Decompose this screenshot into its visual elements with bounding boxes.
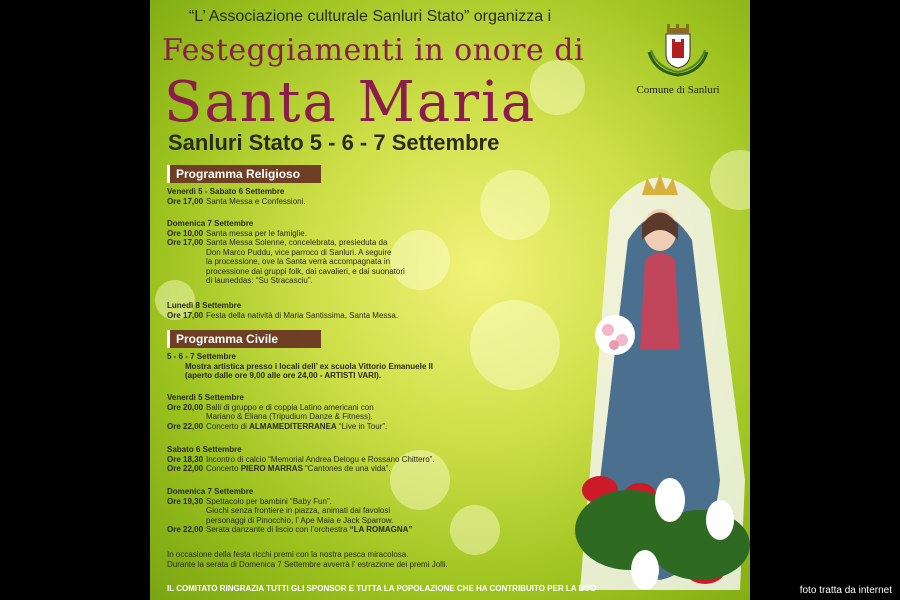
event-time: Ore 19,30 [167, 496, 204, 506]
event-text-line: Balli di gruppo e di coppia Latino americani con [206, 402, 374, 412]
note-line: In occasione della festa ricchi premi con la nostra pesca miracolosa. [167, 550, 409, 559]
event-row [167, 238, 405, 286]
performer-name: ALMAMEDITERRANEA [249, 421, 337, 431]
event-text-block [206, 403, 374, 422]
event-text-block [206, 238, 405, 286]
event-text-part: Serata danzante di liscio con l’orchestra [206, 525, 350, 534]
performer-name: “LA ROMAGNA” [349, 525, 413, 534]
event-row [167, 403, 387, 422]
event-text-part: Concerto [206, 464, 241, 473]
section-programma-civile: Programma Civile [167, 330, 321, 348]
event-text-line: personaggi di Pinocchio, l’ Ape Maia e Jack Sparrow. [206, 515, 394, 525]
comune-crest-icon [643, 22, 713, 77]
event-time: Ore 22,00 [167, 525, 204, 534]
organizer-intro: “L’ Associazione culturale Sanluri Stato” organizza i [188, 8, 552, 25]
event-time: Ore 17,00 [167, 238, 204, 247]
event-text-part: Concerto di [206, 421, 250, 431]
section-programma-religioso: Programma Religioso [167, 165, 321, 183]
event-text-line: Spettacolo per bambini “Baby Fun”. [206, 496, 332, 506]
event-time: Ore 17,00 [167, 310, 204, 320]
event-text [206, 422, 387, 432]
event-text-line: Mostra artistica presso i locali dell’ ex scuola Vittorio Emanuele II [185, 361, 433, 371]
event-time: Ore 18,30 [167, 454, 204, 464]
event-text: Incontro di calcio “Memorial Andrea Delogu e Rossano Chittero”. [206, 454, 435, 464]
event-time: Ore 10,00 [167, 228, 204, 238]
civile-block-1 [167, 352, 433, 381]
day-title: Lunedì 8 Settembre [167, 301, 242, 310]
performer-name: PIERO MARRAS [240, 464, 303, 473]
day-title: Sabato 6 Settembre [167, 445, 242, 454]
event-text [206, 464, 391, 474]
event-row [167, 455, 435, 465]
comune-label: Comune di Sanluri [636, 84, 720, 96]
religioso-day-1 [167, 187, 306, 206]
title-line-1: Festeggiamenti in onore di [162, 33, 585, 68]
festival-poster [150, 0, 750, 600]
title-line-2: Santa Maria [164, 70, 537, 135]
civile-block-4 [167, 487, 412, 535]
event-text [206, 525, 412, 535]
event-text-line: Giochi senza frontiere in piazza, animati dai favolosi [206, 506, 391, 515]
day-title: Venerdì 5 Settembre [167, 393, 244, 402]
event-time: Ore 17,00 [167, 196, 204, 206]
event-row [167, 311, 398, 321]
event-text-part: “Live in Tour”. [336, 421, 388, 431]
event-row [167, 525, 412, 535]
event-time: Ore 20,00 [167, 402, 204, 412]
day-title: 5 - 6 - 7 Settembre [167, 352, 236, 361]
madonna-statue-image [570, 150, 750, 600]
event-text: Festa della natività di Maria Santissima, Santa Messa. [206, 310, 399, 320]
event-text-line: la processione, ove la Santa verrà accompagnata in [206, 257, 391, 266]
event-time: Ore 22,00 [167, 464, 204, 473]
event-text-line: Santa Messa Solenne, concelebrata, presieduta da [206, 238, 388, 247]
event-row [167, 464, 435, 474]
event-text-line: processione dai gruppi folk, dai cavalieri, e dai suonatori [206, 266, 405, 276]
bokeh-light [530, 60, 585, 115]
event-text-line: Mariano & Eliana (Tripudium Danze & Fitness). [206, 412, 373, 421]
event-time: Ore 22,00 [167, 421, 204, 431]
event-text-line: Don Marco Puddu, vice parroco di Sanluri. A seguire [206, 247, 392, 257]
religioso-day-2 [167, 219, 405, 286]
event-text-part: “Cantones de una vida”. [302, 464, 391, 473]
prize-notes [167, 550, 448, 569]
event-row [167, 229, 405, 239]
bokeh-light [480, 170, 550, 240]
day-title: Domenica 7 Settembre [167, 487, 254, 496]
event-dates: Sanluri Stato 5 - 6 - 7 Settembre [168, 130, 500, 155]
event-text-block [206, 497, 393, 526]
civile-block-3 [167, 445, 435, 474]
event-text-line: (aperto dalle ore 9,00 alle ore 24,00 - ARTISTI VARI). [185, 371, 382, 380]
event-text-line: di launeddas: “Su Stracasciu”. [206, 276, 313, 285]
religioso-day-3 [167, 301, 398, 320]
event-row [167, 197, 306, 207]
event-text: Santa Messa e Confessioni. [206, 196, 306, 206]
bokeh-light [470, 300, 560, 390]
bokeh-light [450, 505, 500, 555]
event-row [167, 497, 412, 526]
note-line: Durante la serata di Domenica 7 Settembre avverrà l’ estrazione dei premi Jolli. [167, 559, 448, 569]
sponsor-thanks: IL COMITATO RINGRAZIA TUTTI GLI SPONSOR E TUTTA LA POPOLAZIONE CHE HA CONTRIBUITO PER LA BUO [167, 584, 597, 593]
day-title: Venerdì 5 - Sabato 6 Settembre [167, 187, 285, 196]
event-text: Santa messa per le famiglie. [206, 228, 307, 238]
photo-credit: foto tratta da internet [799, 585, 892, 596]
event-row [167, 422, 387, 432]
day-title: Domenica 7 Settembre [167, 219, 254, 228]
civile-block-2 [167, 393, 387, 431]
